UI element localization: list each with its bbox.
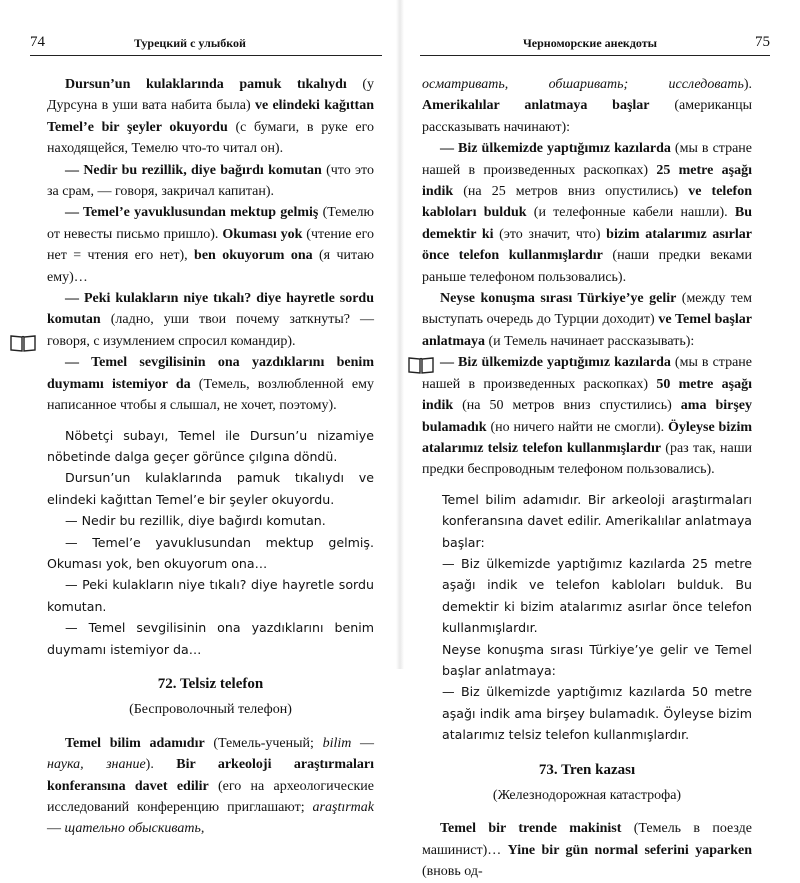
reading-paragraph: — Biz ülkemizde yaptığımız kazılarda 50 metre aşağı indik ama birşey bulamadık. Öyleyse bizim atalarımız telsiz telefon kullanmışlardır. <box>442 684 752 743</box>
turkish-phrase: Neyse konuşma sırası Türkiye’ye gelir <box>440 291 677 307</box>
section-subtitle: (Железнодорожная катастрофа) <box>492 788 682 803</box>
russian-gloss: (и телефонные кабели нашли). <box>526 205 735 221</box>
russian-gloss: (мы в стране нашей в произведенных раскопках) <box>422 355 752 392</box>
reading-paragraph: Nöbetçi subayı, Temel ile Dursun’u nizamiye nöbetinde dalga geçer görünce çılgına döndü. <box>47 427 374 464</box>
turkish-phrase: Bir arkeoloji araştırmaları konferansına davet edilir <box>47 757 374 794</box>
bilingual-paragraph <box>47 288 374 352</box>
russian-gloss: (его на археологические исследований конференцию приглашают; <box>47 778 374 815</box>
russian-gloss: (у Дурсуна в уши вата набита была) <box>47 77 374 114</box>
turkish-phrase: Öyleyse bizim atalarımız telsiz telefon kullanmışlardır <box>422 419 752 456</box>
turkish-phrase: ve elindeki kağıttan Temel’e bir şeyler okuyordu <box>47 98 374 135</box>
russian-gloss: (наши предки веками раньше телефоном пользовались). <box>422 248 752 285</box>
russian-gloss: (с бумаги, в руке его находящейся, Темелю что-то читал он). <box>47 119 374 157</box>
reading-paragraph: Temel bilim adamıdır. Bir arkeoloji araştırmaları konferansına davet edilir. Amerikalılar anlatmaya başlar: <box>442 491 752 550</box>
turkish-phrase: — Temel’e yavuklusundan mektup gelmiş <box>65 205 319 221</box>
russian-gloss: (чтение его нет = чтения его нет), <box>47 226 375 264</box>
reading-paragraph: — Temel sevgilisinin ona yazdıklarını benim duymamı istemiyor da… <box>47 620 374 657</box>
bilingual-paragraph <box>47 202 374 288</box>
header-rule <box>420 55 770 56</box>
russian-gloss-italic: щательно обыскивать, <box>64 821 205 837</box>
turkish-phrase: — Temel sevgilisinin ona yazdıklarını benim duymamı istemiyor da <box>47 355 374 392</box>
page-number-right: 75 <box>755 34 770 50</box>
turkish-phrase: — Peki kulakların niye tıkalı? diye hayretle sordu komutan <box>47 291 374 328</box>
right-page-body <box>422 74 752 883</box>
turkish-phrase: ve Temel başlar anlatmaya <box>422 312 752 349</box>
reading-paragraph: — Nedir bu rezillik, diye bağırdı komutan. <box>65 513 326 529</box>
russian-gloss: (мы в стране нашей в произведенных раскопках) <box>422 141 752 178</box>
section-title: 72. Telsiz telefon <box>157 675 264 692</box>
bilingual-paragraph <box>422 818 752 882</box>
turkish-word: araştırmak <box>312 800 374 815</box>
section-title: 73. Tren kazası <box>538 761 636 778</box>
turkish-phrase: Bu demektir ki <box>422 205 752 242</box>
page-number-left: 74 <box>30 34 45 50</box>
turkish-phrase: Amerikalılar anlatmaya başlar <box>422 98 650 114</box>
russian-gloss: (я читаю ему)… <box>47 248 374 285</box>
turkish-phrase: Dursun’un kulaklarında pamuk tıkalıydı <box>65 77 347 92</box>
bilingual-paragraph <box>47 352 374 416</box>
right-page-header <box>420 34 770 56</box>
russian-gloss: (Темель-ученый; <box>204 735 323 751</box>
reading-paragraph: — Biz ülkemizde yaptığımız kazılarda 25 metre aşağı indik ve telefon kabloları bulduk. Bu demektir ki bizim atalarımız asırlar önce telefon kullanmışlardır. <box>442 555 752 636</box>
russian-gloss: (и Темель начинает рассказывать): <box>485 333 695 349</box>
russian-gloss: ). <box>145 757 177 773</box>
left-page <box>0 0 400 837</box>
russian-gloss: (что это за срам, — говоря, закричал капитан). <box>47 162 374 200</box>
turkish-word: bilim <box>322 735 352 751</box>
turkish-phrase: — Biz ülkemizde yaptığımız kazılarda <box>440 141 671 157</box>
running-title-left: Турецкий с улыбкой <box>134 36 246 50</box>
bilingual-paragraph <box>47 160 374 203</box>
dash: — <box>47 821 65 837</box>
russian-gloss-italic: наука, знание <box>47 757 146 773</box>
turkish-phrase: bizim atalarımız asırlar önce telefon kullanmışlardır <box>422 226 752 264</box>
turkish-phrase: 25 metre aşağı indik <box>422 162 752 200</box>
left-page-body <box>47 74 374 840</box>
turkish-phrase: Temel bir trende makinist <box>440 821 622 837</box>
russian-gloss: (вновь од- <box>422 864 483 880</box>
russian-gloss-italic: осматривать, обшаривать; исследовать <box>422 77 744 92</box>
russian-gloss: (Темель в поезде машинист)… <box>422 821 752 858</box>
bilingual-paragraph <box>422 74 752 138</box>
russian-gloss: (американцы рассказывать начинают): <box>422 98 753 135</box>
bilingual-paragraph <box>422 288 752 352</box>
turkish-phrase: Yine bir gün normal seferini yaparken <box>507 842 752 858</box>
header-rule <box>30 55 382 56</box>
bilingual-paragraph <box>422 352 752 480</box>
turkish-phrase: Okuması yok <box>222 226 303 242</box>
dash: — <box>351 735 374 751</box>
russian-gloss: (на 25 метров вниз опустились) <box>453 184 689 200</box>
bilingual-paragraph <box>47 74 374 160</box>
turkish-phrase: 50 metre aşağı indik <box>422 376 752 414</box>
russian-gloss: ). <box>743 77 752 92</box>
turkish-phrase: ben okuyorum ona <box>194 248 313 264</box>
reading-paragraph: — Peki kulakların niye tıkalı? diye hayretle sordu komutan. <box>47 577 374 614</box>
russian-gloss: (ладно, уши твои почему заткнуты? — говоря, с изумлением спросил командир). <box>47 312 374 349</box>
reading-paragraph: Neyse konuşma sırası Türkiye’ye gelir ve Temel başlar anlatmaya: <box>442 641 752 678</box>
turkish-phrase: ama birşey bulamadık <box>422 398 752 435</box>
russian-gloss: (между тем выступать очередь до Турции доходит) <box>422 291 752 328</box>
left-page-header <box>30 34 382 56</box>
bilingual-paragraph <box>422 138 752 288</box>
russian-gloss: (это значит, что) <box>493 226 607 242</box>
russian-gloss: (Темелю от невесты письмо пришло). <box>47 205 374 242</box>
russian-gloss: (Темель, возлюбленной ему написанное чтобы я слышал, не хочет, поэтому). <box>47 376 374 414</box>
russian-gloss: (но ничего найти не смогли). <box>486 419 668 435</box>
reading-paragraph: — Temel’e yavuklusundan mektup gelmiş. Okuması yok, ben okuyorum ona… <box>47 534 374 571</box>
turkish-phrase: ve telefon kabloları bulduk <box>422 184 752 221</box>
turkish-phrase: — Biz ülkemizde yaptığımız kazılarda <box>440 355 671 371</box>
open-book-icon <box>408 356 434 374</box>
russian-gloss: (раз так, наши предки беспроводным телефоном пользовались). <box>422 440 752 478</box>
turkish-phrase: — Nedir bu rezillik, diye bağırdı komutan <box>65 162 322 178</box>
bilingual-paragraph <box>47 733 374 840</box>
running-title-right: Черноморские анекдоты <box>523 36 657 50</box>
russian-gloss: (на 50 метров вниз спустились) <box>453 398 681 414</box>
reading-paragraph: Dursun’un kulaklarında pamuk tıkalıydı ve elindeki kağıttan Temel’e bir şeyler okuyordu. <box>47 470 374 507</box>
right-page <box>400 0 800 880</box>
section-subtitle: (Беспроволочный телефон) <box>129 702 292 718</box>
turkish-phrase: Temel bilim adamıdır <box>65 735 205 751</box>
open-book-icon <box>10 334 36 352</box>
